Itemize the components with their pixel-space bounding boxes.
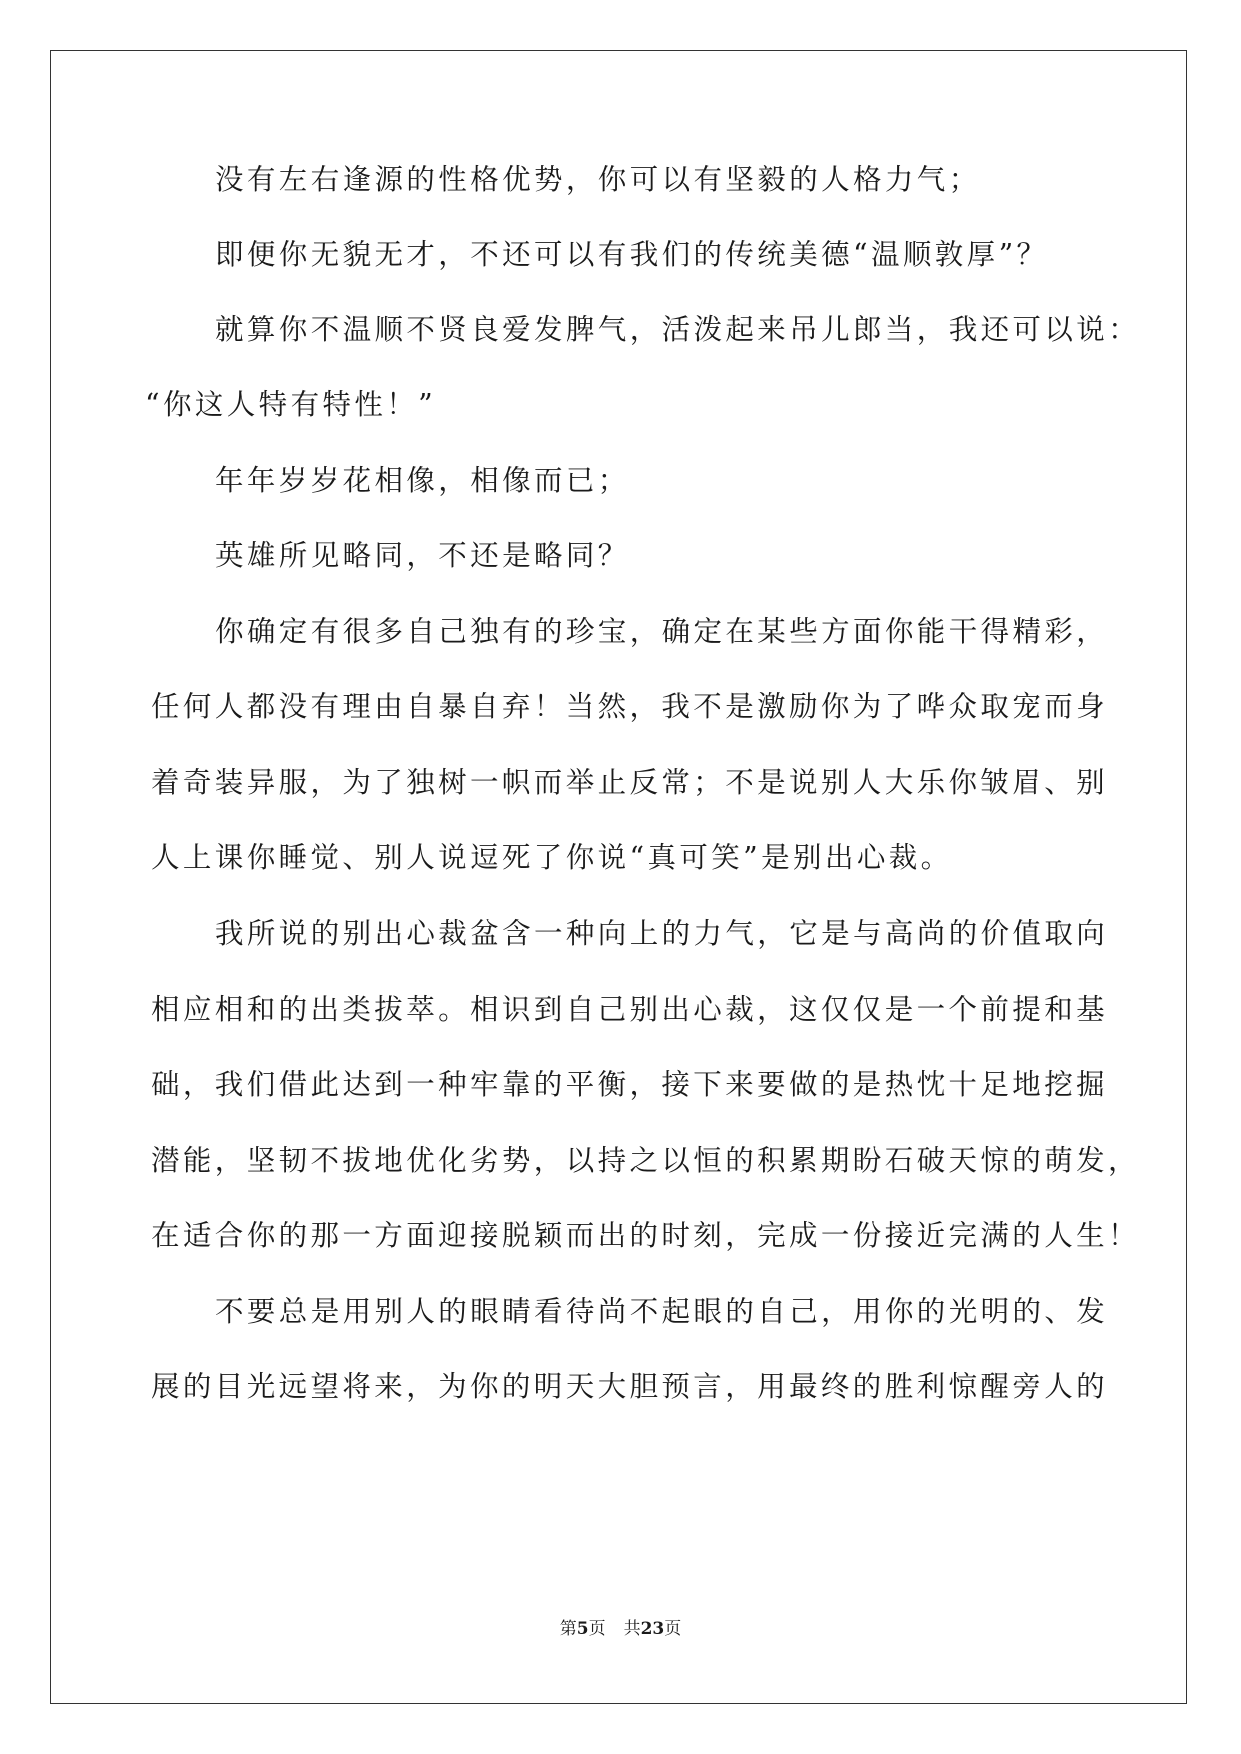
text-line: 英雄所见略同，不还是略同？ <box>215 539 630 572</box>
total-pages: 23 <box>640 1619 665 1639</box>
text-line: 没有左右逢源的性格优势，你可以有坚毅的人格力气； <box>215 163 981 196</box>
text-line: 我所说的别出心裁盆含一种向上的力气，它是与高尚的价值取向 <box>215 917 1109 950</box>
text-line: 展的目光远望将来，为你的明天大胆预言，用最终的胜利惊醒旁人的 <box>151 1370 1109 1403</box>
text-line: 就算你不温顺不贤良爱发脾气，活泼起来吊儿郎当，我还可以说： <box>215 313 1141 346</box>
footer-total-prefix: 共 <box>623 1619 641 1639</box>
text-line: 础，我们借此达到一种牢靠的平衡，接下来要做的是热忱十足地挖掘 <box>151 1068 1109 1101</box>
text-line: 你确定有很多自己独有的珍宝，确定在某些方面你能干得精彩， <box>215 615 1109 648</box>
text-line: 即便你无貌无才，不还可以有我们的传统美德“温顺敦厚”？ <box>215 238 1049 271</box>
text-line: 潜能，坚韧不拔地优化劣势，以持之以恒的积累期盼石破天惊的萌发， <box>151 1144 1140 1177</box>
page-footer <box>0 1614 1241 1639</box>
text-line: 不要总是用别人的眼睛看待尚不起眼的自己，用你的光明的、发 <box>215 1295 1109 1328</box>
page-number: 5 <box>576 1619 589 1639</box>
text-line: 相应相和的出类拔萃。相识到自己别出心裁，这仅仅是一个前提和基 <box>151 993 1109 1026</box>
footer-prefix: 第 <box>559 1619 577 1639</box>
text-line: “你这人特有特性！” <box>145 388 437 421</box>
text-line: 着奇装异服，为了独树一帜而举止反常；不是说别人大乐你皱眉、别 <box>151 766 1109 799</box>
text-line: 年年岁岁花相像，相像而已； <box>215 464 630 497</box>
footer-total-suffix: 页 <box>664 1619 682 1639</box>
text-line: 任何人都没有理由自暴自弃！当然，我不是激励你为了哗众取宠而身 <box>151 690 1109 723</box>
footer-page-suffix: 页 <box>588 1619 606 1639</box>
text-line: 在适合你的那一方面迎接脱颖而出的时刻，完成一份接近完满的人生！ <box>151 1219 1140 1252</box>
text-line: 人上课你睡觉、别人说逗死了你说“真可笑”是别出心裁。 <box>151 841 953 874</box>
